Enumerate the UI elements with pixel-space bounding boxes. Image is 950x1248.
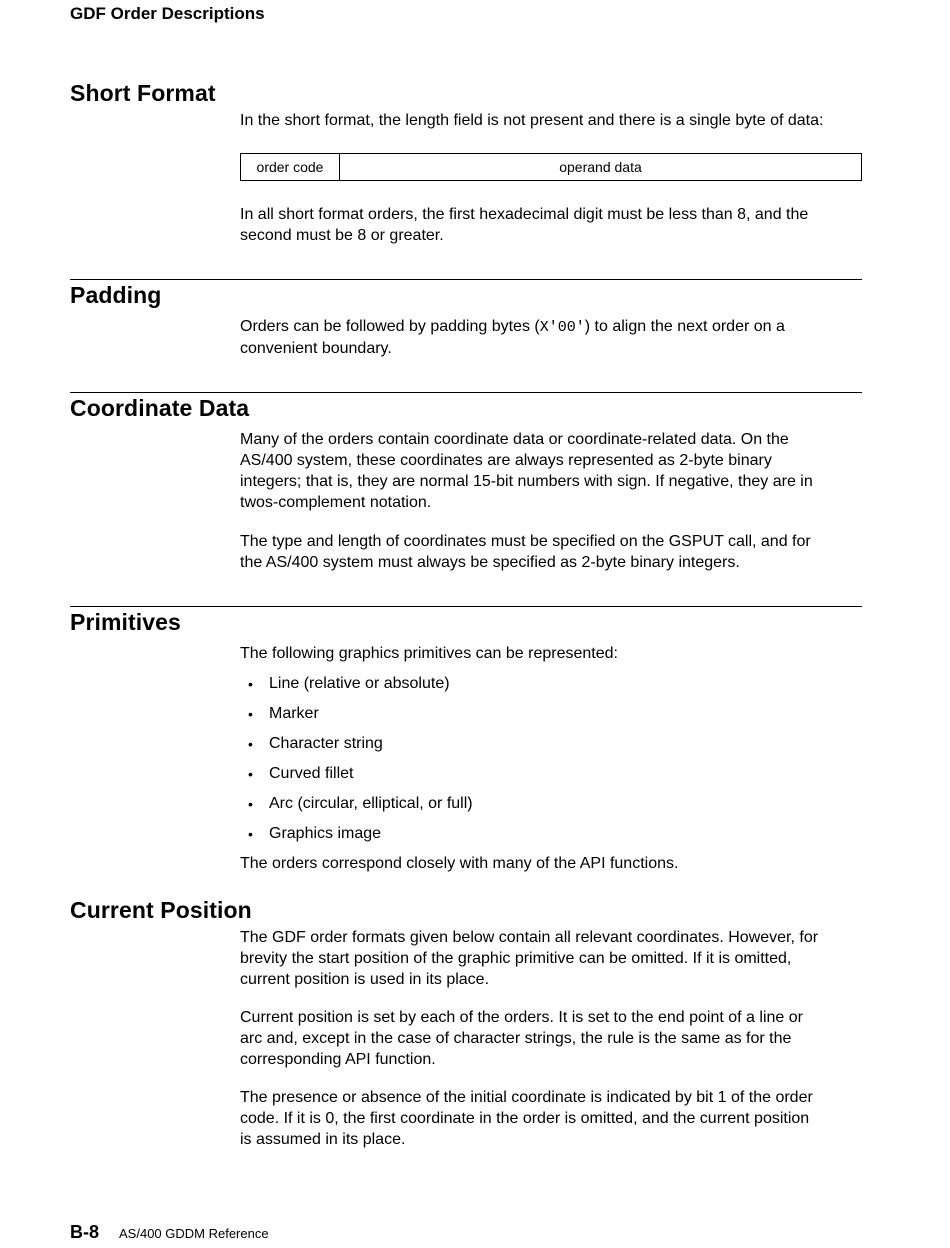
list-item-text: Curved fillet: [269, 765, 354, 782]
list-item: [248, 674, 473, 704]
text-line: convenient boundary.: [240, 340, 392, 357]
text-line: arc and, except in the case of character strings, the rule is the same as for the: [240, 1030, 792, 1047]
text-line: The presence or absence of the initial coordinate is indicated by bit 1 of the order: [240, 1089, 813, 1106]
current-position-paragraph-2: [240, 1007, 865, 1070]
bullet-icon: •: [248, 796, 253, 812]
coordinate-data-paragraph-1: [240, 429, 865, 513]
text-line: AS/400 system, these coordinates are always represented as 2-byte binary: [240, 452, 772, 469]
text-line: the AS/400 system must always be specified as 2-byte binary integers.: [240, 554, 740, 571]
primitives-intro: The following graphics primitives can be represented:: [240, 645, 618, 662]
bullet-icon: •: [248, 826, 253, 842]
text-line: code. If it is 0, the first coordinate in the order is omitted, and the current position: [240, 1110, 810, 1127]
current-position-paragraph-3: [240, 1087, 865, 1150]
list-item-text: Arc (circular, elliptical, or full): [269, 795, 473, 812]
heading-current-position: Current Position: [70, 897, 252, 923]
heading-primitives: Primitives: [70, 609, 181, 635]
primitives-list: [248, 674, 473, 854]
text-run: Orders can be followed by padding bytes (: [240, 318, 540, 335]
list-item-text: Character string: [269, 735, 383, 752]
section-rule: [70, 279, 862, 280]
text-line: The GDF order formats given below contain all relevant coordinates. However, for: [240, 929, 819, 946]
list-item-text: Line (relative or absolute): [269, 675, 450, 692]
coordinate-data-paragraph-2: [240, 531, 865, 573]
text-line: brevity the start position of the graphic primitive can be omitted. If it is omitted,: [240, 950, 792, 967]
page-number: B-8: [70, 1222, 100, 1242]
running-head: GDF Order Descriptions: [70, 4, 265, 23]
hex-code: X'00': [539, 319, 585, 336]
short-format-diagram: [240, 153, 862, 181]
text-line: is assumed in its place.: [240, 1131, 406, 1148]
page-footer: [70, 1222, 269, 1243]
heading-coordinate-data: Coordinate Data: [70, 395, 250, 421]
list-item: [248, 764, 473, 794]
text-line: integers; that is, they are normal 15-bit numbers with sign. If negative, they are in: [240, 473, 813, 490]
text-run: ) to align the next order on a: [584, 318, 785, 335]
text-line: current position is used in its place.: [240, 971, 490, 988]
list-item: [248, 794, 473, 824]
section-rule: [70, 392, 862, 393]
text-line: twos-complement notation.: [240, 494, 432, 511]
section-rule: [70, 606, 862, 607]
text-line: second must be 8 or greater.: [240, 227, 444, 244]
bullet-icon: •: [248, 736, 253, 752]
bullet-icon: •: [248, 766, 253, 782]
list-item: [248, 734, 473, 764]
padding-paragraph: [240, 316, 865, 359]
bullet-icon: •: [248, 676, 253, 692]
list-item-text: Graphics image: [269, 825, 382, 842]
bullet-icon: •: [248, 706, 253, 722]
book-title: AS/400 GDDM Reference: [119, 1226, 269, 1241]
text-line: corresponding API function.: [240, 1051, 436, 1068]
list-item: [248, 824, 473, 854]
text-line: Many of the orders contain coordinate data or coordinate-related data. On the: [240, 431, 789, 448]
primitives-outro: The orders correspond closely with many of the API functions.: [240, 855, 679, 872]
list-item-text: Marker: [269, 705, 319, 722]
text-line: In all short format orders, the first hexadecimal digit must be less than 8, and the: [240, 206, 809, 223]
heading-short-format: Short Format: [70, 80, 216, 106]
current-position-paragraph-1: [240, 927, 865, 990]
order-code-cell: order code: [241, 154, 340, 180]
list-item: [248, 704, 473, 734]
text-line: The type and length of coordinates must be specified on the GSPUT call, and for: [240, 533, 811, 550]
heading-padding: Padding: [70, 282, 162, 308]
short-format-paragraph: [240, 204, 865, 246]
text-line: Current position is set by each of the orders. It is set to the end point of a line or: [240, 1009, 803, 1026]
text-line: [240, 316, 865, 338]
operand-data-cell: operand data: [559, 159, 642, 175]
short-format-intro: In the short format, the length field is not present and there is a single byte of data:: [240, 112, 824, 129]
